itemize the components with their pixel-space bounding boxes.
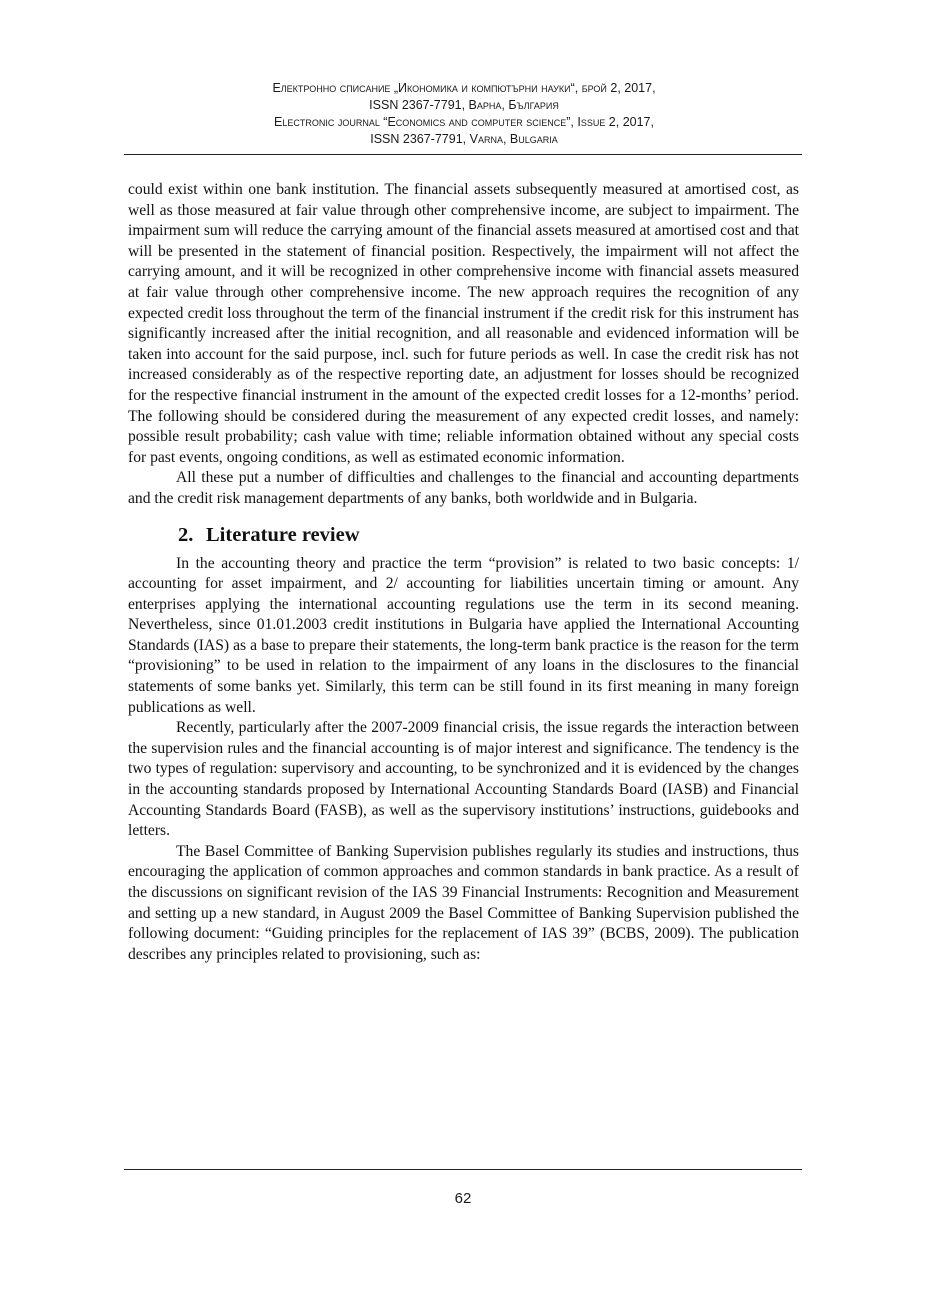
paragraph-challenges: All these put a number of difficulties and challenges to the financial and accounting departments and the credit risk management departments of any banks, both worldwide and in Bulgaria. (128, 469, 799, 507)
page-number: 62 (454, 1190, 472, 1207)
header-divider (124, 154, 802, 155)
header-issn-bg: ISSN 2367-7791, Варна, България (369, 98, 559, 112)
section-number: 2. (178, 523, 194, 546)
article-body (128, 180, 799, 965)
paragraph-provision-term: In the accounting theory and practice the term “provision” is related to two basic concepts: 1/ accounting for asset impairment, and 2/ accounting for liabilities uncertain timing or amount. Any enterprises applying the international accounting regulations use the term in its second meaning. Nevertheless, since 01.01.2003 credit institutions in Bulgaria have applied the International Accounting Standards (IAS) as a base to prepare their statements, the long-term bank practice is the reason for the term “provisioning” to be used in relation to the impairment of any loans in the disclosures to the financial statements of some banks yet. Similarly, this term can be still found in its first meaning in many foreign publications as well. (128, 554, 799, 716)
footer-divider (124, 1169, 802, 1170)
header-journal-bg: Електронно списание „Икономика и компютърни науки“, брой 2, 2017, (272, 81, 656, 95)
paragraph-continuation: could exist within one bank institution. The financial assets subsequently measured at amortised cost, as well as those measured at fair value through other comprehensive income, are subject to impairment. The impairment sum will reduce the carrying amount of the financial assets measured at amortised cost and that will be presented in the statement of financial position. Respectively, the impairment will not affect the carrying amount, and it will be recognized in other comprehensive income with financial assets measured at fair value through other comprehensive income. The new approach requires the recognition of any expected credit loss throughout the term of the financial instrument if the credit risk for this instrument has significantly increased after the initial recognition, and all reasonable and evidenced information will be taken into account for the said purpose, incl. such for future periods as well. In case the credit risk has not increased considerably as of the respective reporting date, an adjustment for losses should be recognized for the respective financial instrument in the amount of the expected credit losses for a 12-months’ period. The following should be considered during the measurement of any expected credit losses, and namely: possible result probability; cash value with time; reliable information obtained without any special costs for past events, ongoing conditions, as well as estimated economic information. (128, 181, 799, 466)
paragraph-basel-committee: The Basel Committee of Banking Supervision publishes regularly its studies and instructions, thus encouraging the application of common approaches and common standards in bank practice. As a result of the discussions on significant revision of the IAS 39 Financial Instruments: Recognition and Measurement and setting up a new standard, in August 2009 the Basel Committee of Banking Supervision published the following document: “Guiding principles for the replacement of IAS 39” (BCBS, 2009). The publication describes any principles related to provisioning, such as: (128, 842, 799, 963)
header-journal-en: Electronic journal “Economics and computer science”, Issue 2, 2017, (274, 115, 654, 129)
section-heading (128, 522, 799, 548)
header-issn-en: ISSN 2367-7791, Varna, Bulgaria (370, 132, 558, 146)
paragraph-supervision: Recently, particularly after the 2007-2009 financial crisis, the issue regards the interaction between the supervision rules and the financial accounting is of major interest and significance. The tendency is the two types of regulation: supervisory and accounting, to be synchronized and it is evidenced by the changes in the accounting standards proposed by International Accounting Standards Board (IASB) and Financial Accounting Standards Board (FASB), as well as the supervisory institutions’ instructions, guidebooks and letters. (128, 719, 799, 840)
section-title: Literature review (206, 523, 360, 546)
running-header (126, 80, 802, 148)
